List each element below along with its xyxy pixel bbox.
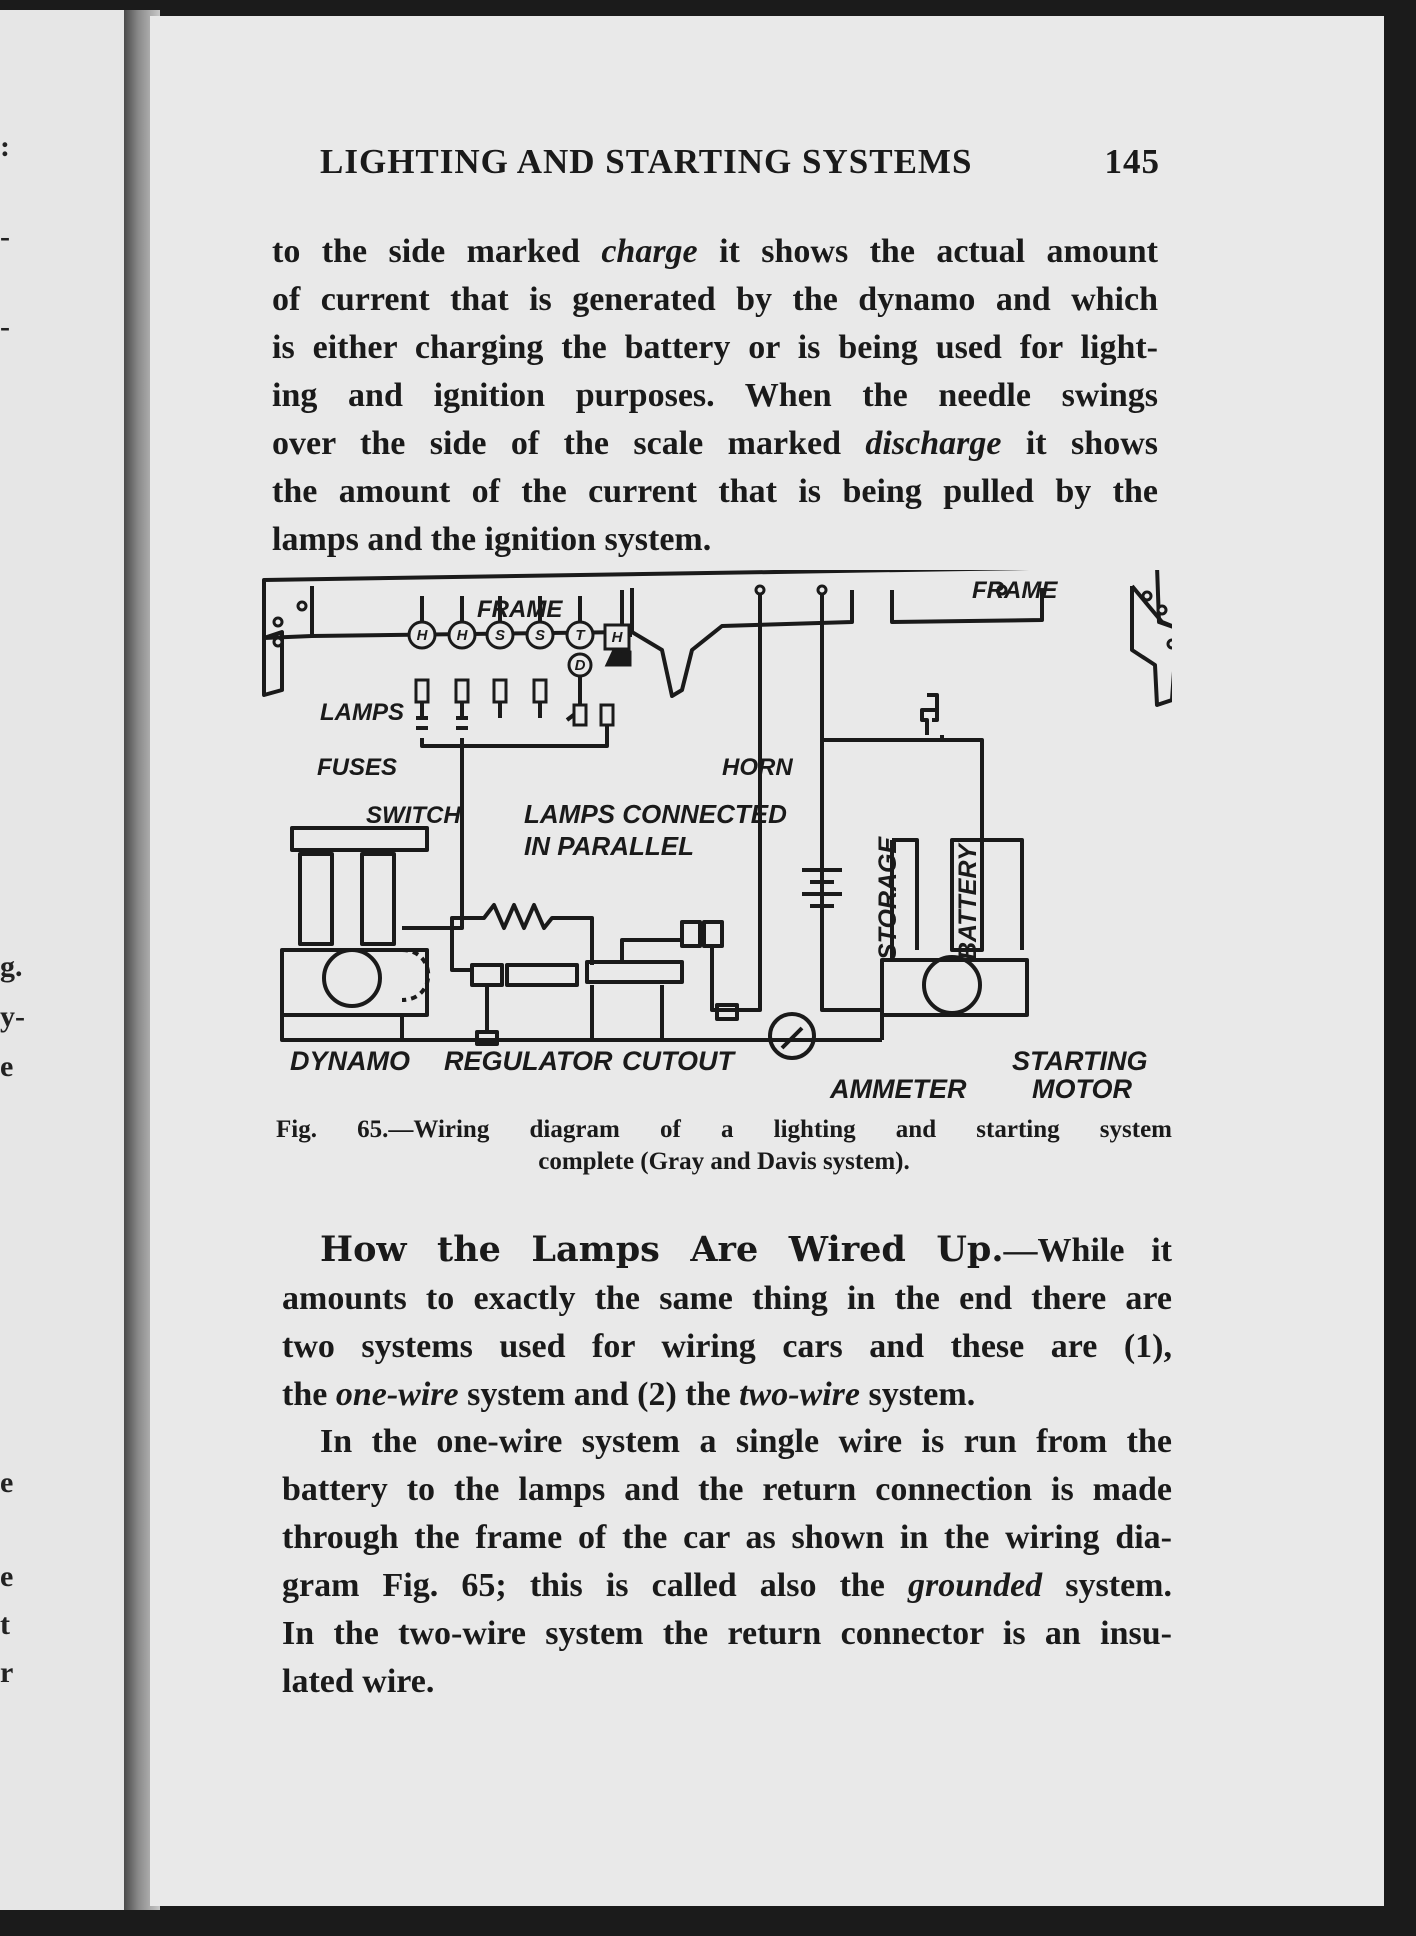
caption-line: complete (Gray and Davis system). — [538, 1148, 910, 1175]
paragraph-one-wire — [282, 1418, 1172, 1706]
text-run: —While it — [1003, 1232, 1173, 1269]
italic-term: charge — [601, 233, 698, 270]
italic-term: discharge — [865, 425, 1002, 462]
frame-right-end — [1132, 586, 1172, 705]
text-line — [272, 516, 1158, 564]
label-lamps: LAMPS — [320, 699, 404, 726]
text-run: through the frame of the car as shown in the wiring dia- — [282, 1519, 1172, 1556]
text-line — [282, 1466, 1172, 1514]
left-page-fragment: : — [0, 130, 10, 163]
text-run: In the two-wire system the return connector is an insu- — [282, 1615, 1172, 1652]
page-number: 145 — [1104, 142, 1160, 181]
fuse-4 — [534, 680, 546, 702]
label-frame-left: FRAME — [477, 596, 563, 623]
dynamo-pole-piece — [292, 828, 427, 850]
label-frame-right: FRAME — [972, 577, 1058, 604]
left-page-fragment: y- — [0, 1000, 25, 1033]
text-run: it shows the actual amount — [697, 233, 1158, 270]
text-line — [272, 468, 1158, 516]
wiring-diagram — [262, 570, 1172, 1110]
text-run: the — [282, 1376, 336, 1413]
label-regulator: REGULATOR — [444, 1046, 613, 1076]
battery-lead — [822, 590, 882, 1010]
text-run: system and (2) the — [458, 1376, 740, 1413]
lamp-letter: S — [494, 627, 506, 644]
text-line — [272, 372, 1158, 420]
text-line — [282, 1610, 1172, 1658]
lamp-letter: T — [575, 627, 585, 644]
left-page-edge — [0, 10, 128, 1910]
label-cutout: CUTOUT — [622, 1046, 734, 1076]
left-page-fragment: r — [0, 1656, 14, 1689]
text-line — [282, 1658, 1172, 1706]
text-run: system. — [860, 1376, 976, 1413]
text-run: system. — [1042, 1567, 1172, 1604]
starting-motor-armature — [924, 957, 980, 1013]
figure-caption — [276, 1114, 1172, 1178]
left-page-fragment: e — [0, 1050, 14, 1083]
text-line — [282, 1371, 1172, 1419]
section-heading: How the Lamps Are Wired Up. — [320, 1229, 1004, 1270]
text-line — [282, 1323, 1172, 1371]
caption-line: Fig. 65.—Wiring diagram of a lighting and starting system — [276, 1116, 1172, 1143]
switch-to-dynamo-wire — [402, 738, 462, 928]
text-run: it shows — [1001, 425, 1158, 462]
label-battery: BATTERY — [954, 844, 982, 960]
text-line — [282, 1418, 1172, 1466]
left-page-fragment: t — [0, 1608, 10, 1641]
cutout-coil — [587, 962, 682, 982]
text-line — [282, 1562, 1172, 1610]
dynamo-armature — [324, 950, 380, 1006]
text-run: amounts to exactly the same thing in the end there are — [282, 1280, 1172, 1317]
fuse-1 — [416, 680, 428, 702]
label-in-parallel: IN PARALLEL — [524, 831, 694, 861]
fuse-2 — [456, 680, 468, 702]
lamp-letter: H — [456, 627, 468, 644]
label-lamps-connected: LAMPS CONNECTED — [524, 799, 787, 829]
fuse-leads — [422, 680, 540, 718]
lamp-letter: H — [416, 627, 428, 644]
fuse-5 — [574, 705, 586, 725]
starting-switch — [922, 710, 937, 735]
italic-term: grounded — [908, 1567, 1043, 1604]
text-run: In the one-wire system a single wire is run from the — [320, 1423, 1172, 1460]
left-page-fragment: e — [0, 1466, 14, 1499]
label-dynamo: DYNAMO — [290, 1046, 410, 1076]
text-run: lated wire. — [282, 1663, 435, 1700]
text-run: battery to the lamps and the return connection is made — [282, 1471, 1172, 1508]
text-run: ing and ignition purposes. When the needle swings — [272, 377, 1158, 414]
text-line — [272, 228, 1158, 276]
text-run: two systems used for wiring cars and these are (1), — [282, 1328, 1172, 1365]
label-horn: HORN — [722, 754, 793, 781]
dynamo-field-coil-2 — [362, 854, 394, 944]
text-line — [272, 324, 1158, 372]
fuse-6 — [601, 705, 613, 725]
text-line — [272, 276, 1158, 324]
italic-term: one-wire — [335, 1376, 459, 1413]
text-run: to the side marked — [272, 233, 602, 270]
running-header — [320, 142, 1160, 186]
text-run: is either charging the battery or is being used for light- — [272, 329, 1158, 366]
text-line — [282, 1226, 1172, 1275]
regulator-resistance — [452, 905, 592, 965]
section-lamps-wired — [282, 1226, 1172, 1419]
label-fuses: FUSES — [317, 754, 398, 781]
text-run: the amount of the current that is being pulled by the — [272, 473, 1158, 510]
frame-hanger — [632, 590, 852, 696]
label-storage: STORAGE — [874, 836, 902, 960]
paragraph-charge-discharge — [272, 228, 1158, 564]
lamp-letter: D — [574, 657, 586, 674]
label-starting: STARTING — [1012, 1046, 1148, 1076]
lamp-letter: S — [534, 627, 546, 644]
text-line — [282, 1275, 1172, 1323]
label-ammeter: AMMETER — [830, 1074, 967, 1104]
text-run: over the side of the scale marked — [272, 425, 866, 462]
left-page-fragment: e — [0, 1560, 14, 1593]
left-page-fragment: g. — [0, 950, 23, 983]
switch-contacts — [416, 718, 468, 728]
italic-term: two-wire — [739, 1376, 860, 1413]
text-run: gram Fig. 65; this is called also the — [282, 1567, 909, 1604]
lamp-letter: H — [611, 629, 623, 646]
text-run: of current that is generated by the dynamo and which — [272, 281, 1158, 318]
dynamo-field-coil-1 — [300, 854, 332, 944]
fuse-3 — [494, 680, 506, 702]
text-line — [282, 1514, 1172, 1562]
starting-motor-body — [882, 960, 1027, 1015]
text-line — [272, 420, 1158, 468]
running-title: LIGHTING AND STARTING SYSTEMS — [320, 142, 973, 181]
regulator-coil — [507, 965, 577, 985]
label-motor: MOTOR — [1032, 1074, 1132, 1104]
label-switch: SWITCH — [366, 802, 461, 829]
left-page-fragment: - — [0, 220, 10, 253]
text-run: lamps and the ignition system. — [272, 521, 712, 558]
left-page-fragment: - — [0, 310, 10, 343]
